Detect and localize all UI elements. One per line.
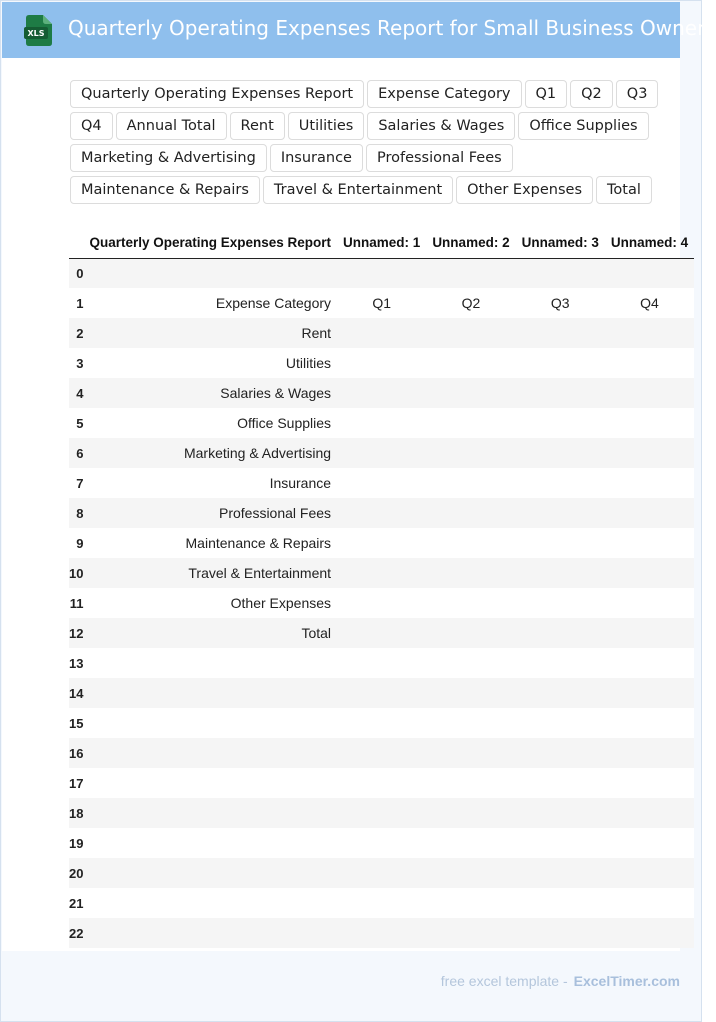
row-index xyxy=(69,498,83,528)
row-index-label: 5 xyxy=(76,415,84,431)
row-index xyxy=(69,468,83,498)
table-cell xyxy=(337,888,426,918)
table-cell xyxy=(337,408,426,438)
table-cell xyxy=(426,318,515,348)
table-row xyxy=(69,918,694,948)
table-cell: Total xyxy=(83,618,337,648)
row-index-label: 0 xyxy=(76,265,84,281)
table-cell xyxy=(83,258,337,288)
table-cell xyxy=(516,858,605,888)
row-index-label: 16 xyxy=(69,745,84,761)
table-header-unnamed-3: Unnamed: 3 xyxy=(516,227,605,258)
table-cell xyxy=(83,888,337,918)
table-cell xyxy=(605,648,694,678)
table-cell xyxy=(426,378,515,408)
table-cell: Marketing & Advertising xyxy=(83,438,337,468)
row-index-label: 18 xyxy=(69,805,84,821)
table-cell xyxy=(516,468,605,498)
table-cell xyxy=(426,558,515,588)
column-tag[interactable]: Expense Category xyxy=(367,80,521,108)
table-cell xyxy=(337,798,426,828)
row-index xyxy=(69,258,83,288)
table-cell: Insurance xyxy=(83,468,337,498)
column-tag[interactable]: Total xyxy=(596,176,652,204)
row-index-label: 6 xyxy=(76,445,84,461)
table-cell xyxy=(605,318,694,348)
table-cell: Q3 xyxy=(516,288,605,318)
column-tag[interactable]: Annual Total xyxy=(116,112,227,140)
table-cell xyxy=(426,408,515,438)
row-index-label: 8 xyxy=(76,505,84,521)
table-cell xyxy=(337,438,426,468)
table-row xyxy=(69,288,694,318)
table-cell xyxy=(516,738,605,768)
table-cell xyxy=(337,858,426,888)
page-title: Quarterly Operating Expenses Report for Small Business Owners xyxy=(68,16,716,40)
row-index-label: 20 xyxy=(69,865,84,881)
table-header-unnamed-1: Unnamed: 1 xyxy=(337,227,426,258)
table-cell xyxy=(516,378,605,408)
row-index xyxy=(69,828,83,858)
table-cell xyxy=(337,558,426,588)
table-cell xyxy=(83,678,337,708)
table-cell xyxy=(426,648,515,678)
table-cell xyxy=(516,768,605,798)
table-cell: Office Supplies xyxy=(83,408,337,438)
table-cell xyxy=(337,738,426,768)
row-index-label: 1 xyxy=(76,295,84,311)
table-row xyxy=(69,408,694,438)
table-cell xyxy=(426,348,515,378)
table-row xyxy=(69,588,694,618)
row-index-label: 10 xyxy=(69,565,84,581)
table-cell xyxy=(516,528,605,558)
row-index-label: 11 xyxy=(69,595,84,611)
table-cell: Rent xyxy=(83,318,337,348)
table-cell xyxy=(605,618,694,648)
row-index xyxy=(69,408,83,438)
table-cell xyxy=(426,768,515,798)
table-cell xyxy=(516,408,605,438)
table-row xyxy=(69,468,694,498)
table-cell: Q2 xyxy=(426,288,515,318)
table-cell xyxy=(426,918,515,948)
row-index-label: 21 xyxy=(69,895,84,911)
table-cell xyxy=(605,828,694,858)
table-cell xyxy=(83,738,337,768)
table-cell xyxy=(605,348,694,378)
table-header-unnamed-4: Unnamed: 4 xyxy=(605,227,694,258)
table-cell xyxy=(605,918,694,948)
table-cell xyxy=(337,678,426,708)
column-tag[interactable]: Q3 xyxy=(616,80,659,108)
table-row xyxy=(69,378,694,408)
table-cell xyxy=(516,588,605,618)
row-index-label: 14 xyxy=(69,685,84,701)
table-cell: Other Expenses xyxy=(83,588,337,618)
table-cell xyxy=(516,678,605,708)
svg-text:XLS: XLS xyxy=(27,29,45,38)
data-table-container[interactable] xyxy=(69,227,689,948)
table-cell xyxy=(516,888,605,918)
table-cell xyxy=(337,708,426,738)
table-row xyxy=(69,498,694,528)
table-cell xyxy=(516,438,605,468)
table-cell xyxy=(426,678,515,708)
table-header-row xyxy=(69,227,694,258)
row-index xyxy=(69,708,83,738)
table-cell xyxy=(426,738,515,768)
column-tags xyxy=(70,80,670,204)
table-cell xyxy=(605,378,694,408)
column-tag[interactable]: Maintenance & Repairs xyxy=(70,176,260,204)
table-cell: Professional Fees xyxy=(83,498,337,528)
row-index xyxy=(69,768,83,798)
table-row xyxy=(69,258,694,288)
column-tag[interactable]: Rent xyxy=(230,112,285,140)
table-cell xyxy=(337,528,426,558)
table-cell xyxy=(426,618,515,648)
table-cell xyxy=(516,258,605,288)
table-cell xyxy=(605,528,694,558)
table-row xyxy=(69,558,694,588)
column-tag[interactable]: Quarterly Operating Expenses Report xyxy=(70,80,364,108)
table-cell xyxy=(426,888,515,918)
column-tag[interactable]: Other Expenses xyxy=(456,176,593,204)
row-index xyxy=(69,348,83,378)
table-cell xyxy=(337,648,426,678)
table-cell xyxy=(516,708,605,738)
table-cell: Utilities xyxy=(83,348,337,378)
row-index-label: 9 xyxy=(76,535,84,551)
table-cell xyxy=(605,258,694,288)
table-cell xyxy=(426,798,515,828)
table-cell xyxy=(337,828,426,858)
row-index xyxy=(69,288,83,318)
table-cell xyxy=(516,798,605,828)
table-cell xyxy=(605,798,694,828)
table-row xyxy=(69,318,694,348)
table-cell xyxy=(516,318,605,348)
column-tag[interactable]: Utilities xyxy=(288,112,365,140)
table-cell xyxy=(83,768,337,798)
row-index xyxy=(69,438,83,468)
table-cell xyxy=(426,498,515,528)
table-cell xyxy=(426,468,515,498)
column-tag[interactable]: Insurance xyxy=(270,144,363,172)
table-cell xyxy=(83,708,337,738)
table-row xyxy=(69,768,694,798)
row-index xyxy=(69,528,83,558)
column-tag[interactable]: Travel & Entertainment xyxy=(263,176,453,204)
table-cell xyxy=(605,408,694,438)
main-content xyxy=(2,58,689,951)
table-cell xyxy=(426,858,515,888)
table-cell: Q1 xyxy=(337,288,426,318)
table-cell xyxy=(83,828,337,858)
table-cell xyxy=(516,348,605,378)
row-index xyxy=(69,648,83,678)
table-row xyxy=(69,738,694,768)
table-cell xyxy=(337,588,426,618)
table-cell xyxy=(426,528,515,558)
table-cell xyxy=(426,828,515,858)
row-index xyxy=(69,588,83,618)
table-cell xyxy=(605,768,694,798)
table-cell xyxy=(337,918,426,948)
row-index-label: 13 xyxy=(69,655,84,671)
table-cell xyxy=(337,468,426,498)
row-index xyxy=(69,738,83,768)
table-cell xyxy=(83,648,337,678)
column-tag[interactable]: Salaries & Wages xyxy=(367,112,515,140)
column-tag[interactable]: Q2 xyxy=(570,80,613,108)
table-cell xyxy=(337,768,426,798)
table-header-report: Quarterly Operating Expenses Report xyxy=(83,227,337,258)
data-table xyxy=(69,227,694,948)
table-cell xyxy=(605,888,694,918)
table-row xyxy=(69,438,694,468)
table-cell xyxy=(605,858,694,888)
table-cell xyxy=(605,498,694,528)
table-cell xyxy=(605,678,694,708)
table-row xyxy=(69,858,694,888)
row-index-label: 17 xyxy=(69,775,84,791)
table-header-unnamed-2: Unnamed: 2 xyxy=(426,227,515,258)
row-index xyxy=(69,318,83,348)
row-index xyxy=(69,618,83,648)
table-cell: Travel & Entertainment xyxy=(83,558,337,588)
table-cell xyxy=(83,858,337,888)
row-index-label: 19 xyxy=(69,835,84,851)
table-cell xyxy=(426,438,515,468)
row-index xyxy=(69,558,83,588)
table-cell xyxy=(337,498,426,528)
table-cell: Salaries & Wages xyxy=(83,378,337,408)
row-index-label: 3 xyxy=(76,355,84,371)
table-cell xyxy=(426,588,515,618)
table-cell: Maintenance & Repairs xyxy=(83,528,337,558)
table-cell xyxy=(337,318,426,348)
footer-credit xyxy=(441,973,680,989)
column-tag[interactable]: Marketing & Advertising xyxy=(70,144,267,172)
row-index-label: 22 xyxy=(69,925,84,941)
table-cell xyxy=(516,918,605,948)
row-index xyxy=(69,378,83,408)
table-cell xyxy=(516,498,605,528)
row-index-label: 4 xyxy=(76,385,84,401)
table-cell xyxy=(83,918,337,948)
table-row xyxy=(69,678,694,708)
table-cell xyxy=(516,558,605,588)
row-index xyxy=(69,858,83,888)
footer-text: free excel template - xyxy=(440,973,568,989)
table-row xyxy=(69,828,694,858)
row-index xyxy=(69,678,83,708)
table-row xyxy=(69,618,694,648)
column-tag[interactable]: Professional Fees xyxy=(366,144,513,172)
row-index-label: 7 xyxy=(76,475,84,491)
table-cell: Expense Category xyxy=(83,288,337,318)
row-index xyxy=(69,798,83,828)
table-cell xyxy=(605,708,694,738)
table-row xyxy=(69,348,694,378)
table-cell xyxy=(337,618,426,648)
xls-file-icon xyxy=(24,15,52,46)
table-cell xyxy=(516,648,605,678)
table-cell xyxy=(83,798,337,828)
table-row xyxy=(69,528,694,558)
row-index-label: 12 xyxy=(69,625,84,641)
column-tag[interactable]: Office Supplies xyxy=(518,112,648,140)
table-row xyxy=(69,798,694,828)
table-cell xyxy=(605,438,694,468)
table-cell xyxy=(426,708,515,738)
table-row xyxy=(69,708,694,738)
column-tag[interactable]: Q1 xyxy=(525,80,568,108)
row-index xyxy=(69,888,83,918)
table-cell xyxy=(605,468,694,498)
table-cell xyxy=(605,588,694,618)
table-cell xyxy=(516,828,605,858)
table-cell: Q4 xyxy=(605,288,694,318)
table-cell xyxy=(605,558,694,588)
table-row xyxy=(69,648,694,678)
table-cell xyxy=(605,738,694,768)
table-cell xyxy=(337,378,426,408)
row-index-label: 2 xyxy=(76,325,84,341)
table-cell xyxy=(426,258,515,288)
footer-brand-link[interactable]: ExcelTimer.com xyxy=(573,973,680,989)
table-header-index xyxy=(69,227,83,258)
row-index-label: 15 xyxy=(69,715,84,731)
table-cell xyxy=(337,348,426,378)
column-tag[interactable]: Q4 xyxy=(70,112,113,140)
row-index xyxy=(69,918,83,948)
table-cell xyxy=(516,618,605,648)
page-header xyxy=(2,2,716,58)
table-row xyxy=(69,888,694,918)
table-cell xyxy=(337,258,426,288)
